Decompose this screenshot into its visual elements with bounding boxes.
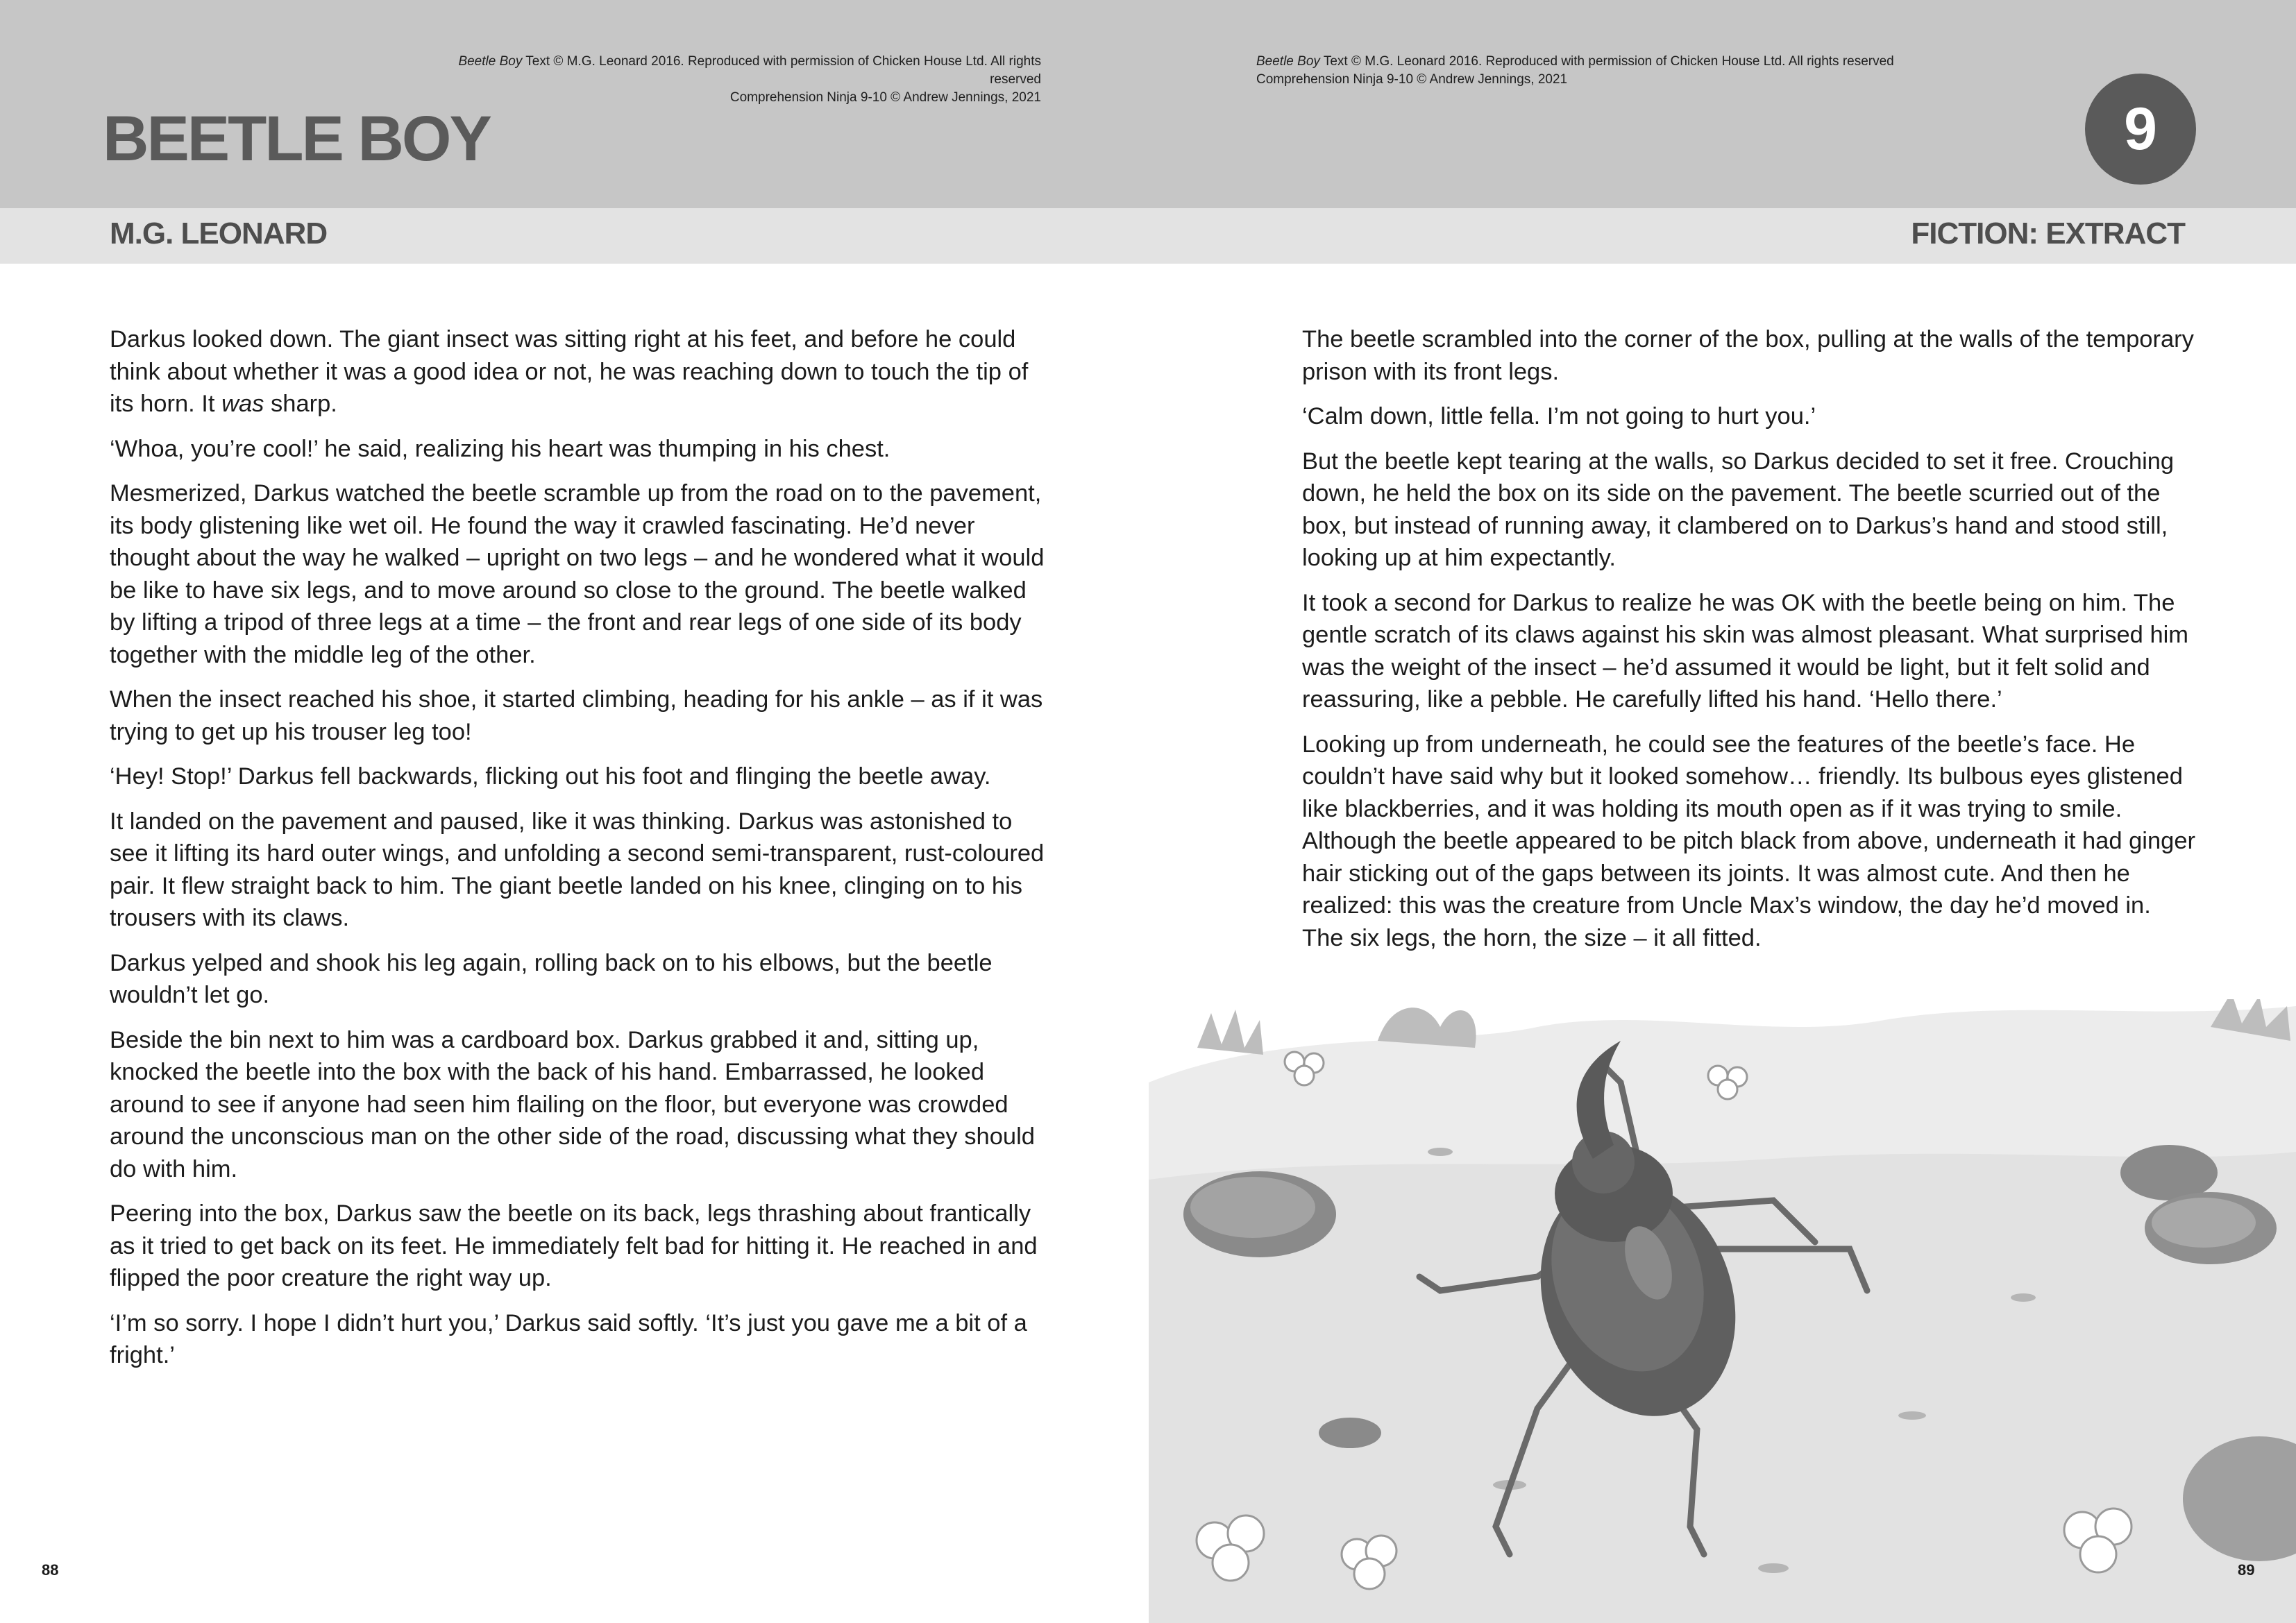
paragraph: It took a second for Darkus to realize he was OK with the beetle being on him. The gentle scratch of its claws against his skin was almost pleasant. What surprised him was the weight of the insect – he’d assumed it would be light, but it felt solid and reassuring, like a pebble. He carefully lifted his hand. ‘Hello there.’: [1302, 589, 2189, 713]
paragraph: Looking up from underneath, he could see the features of the beetle’s face. He couldn’t have said why but it looked somehow… friendly. Its bulbous eyes glistened like blackberries, and it was holding its mouth open as if it was trying to smile. Although the beetle appeared to be pitch black from above, underneath it had ginger hair sticking out of the gaps between its joints. It was almost cute. And then he realized: this was the creature from Uncle Max’s window, the day he’d moved in. The six legs, the horn, the size – it all fitted.: [1302, 731, 2195, 951]
credit-line-2: Comprehension Ninja 9-10 © Andrew Jennings, 2021: [1256, 72, 1568, 87]
paragraph: ‘Hey! Stop!’ Darkus fell backwards, flicking out his foot and flinging the beetle away.: [110, 763, 991, 790]
credit-line-2: Comprehension Ninja 9-10 © Andrew Jennings, 2021: [729, 90, 1041, 105]
text-run: Darkus looked down. The giant insect was sitting right at his feet, and before he could think about whether it was a good idea or not, he was reaching down to touch the tip of its horn. It: [110, 326, 1029, 417]
text-run: sharp.: [264, 391, 337, 417]
paragraph: When the insect reached his shoe, it started climbing, heading for his ankle – as if it was trying to get up his trouser leg too!: [110, 686, 1043, 745]
paragraph: Peering into the box, Darkus saw the beetle on its back, legs thrashing about frantically as it tried to get back on its feet. He immediately felt bad for hitting it. He reached in and flipped the poor creature the right way up.: [110, 1200, 1038, 1291]
author-name: M.G. LEONARD: [110, 216, 328, 250]
credit-book-title: Beetle Boy: [458, 54, 523, 69]
paragraph: It landed on the pavement and paused, like it was thinking. Darkus was astonished to see it lifting its hard outer wings, and unfolding a second semi-transparent, rust-coloured pair. It flew straight back to him. The giant beetle landed on his knee, clinging on to his trousers with its claws.: [110, 808, 1045, 931]
paragraph: Mesmerized, Darkus watched the beetle scramble up from the road on to the pavement, its body glistening like wet oil. He found the way it crawled fascinating. He’d never thought about the way he walked – upright on two legs – and he wondered what it would be like to have six legs, and to move around so close to the ground. The beetle walked by lifting a tripod of three legs at a time – the front and rear legs of one side of its body together with the middle leg of the other.: [110, 480, 1045, 668]
page-number-left: 88: [42, 1561, 59, 1579]
credit-text: Text © M.G. Leonard 2016. Reproduced with permission of Chicken House Ltd. All rights reserved: [522, 54, 1041, 87]
copyright-credit-left: [430, 53, 1041, 107]
text-column-right: [1302, 323, 2197, 967]
page-title: BEETLE BOY: [103, 103, 490, 174]
paragraph: ‘Whoa, you’re cool!’ he said, realizing his heart was thumping in his chest.: [110, 435, 890, 462]
credit-text: Text © M.G. Leonard 2016. Reproduced with permission of Chicken House Ltd. All rights reserved: [1319, 54, 1894, 69]
paragraph: The beetle scrambled into the corner of the box, pulling at the walls of the temporary prison with its front legs.: [1302, 326, 2194, 385]
copyright-credit-right: [1256, 53, 1950, 89]
paragraph: But the beetle kept tearing at the walls, so Darkus decided to set it free. Crouching down, he held the box on its side on the pavement. The beetle scurried out of the box, but instead of running away, it clambered on to Darkus’s hand and stood still, looking up at him expectantly.: [1302, 448, 2175, 571]
beetle-illustration: [1149, 999, 2296, 1623]
genre-label: FICTION: EXTRACT: [1911, 216, 2185, 250]
unit-number-badge: 9: [2085, 74, 2196, 185]
paragraph: ‘Calm down, little fella. I’m not going to hurt you.’: [1302, 403, 1816, 430]
italic-word: was: [221, 391, 264, 417]
page-number-right: 89: [2238, 1561, 2255, 1579]
credit-book-title: Beetle Boy: [1256, 54, 1320, 69]
paragraph: ‘I’m so sorry. I hope I didn’t hurt you,’ Darkus said softly. ‘It’s just you gave me a bit of a fright.’: [110, 1309, 1027, 1368]
paragraph: Beside the bin next to him was a cardboard box. Darkus grabbed it and, sitting up, knocked the beetle into the box with the back of his hand. Embarrassed, he looked around to see if anyone had seen him flailing on the floor, but everyone was crowded around the unconscious man on the other side of the road, discussing what they should do with him.: [110, 1026, 1035, 1182]
paragraph: [110, 323, 1054, 420]
paragraph: Darkus yelped and shook his leg again, rolling back on to his elbows, but the beetle wouldn’t let go.: [110, 949, 993, 1008]
text-column-left: [110, 323, 1054, 1384]
